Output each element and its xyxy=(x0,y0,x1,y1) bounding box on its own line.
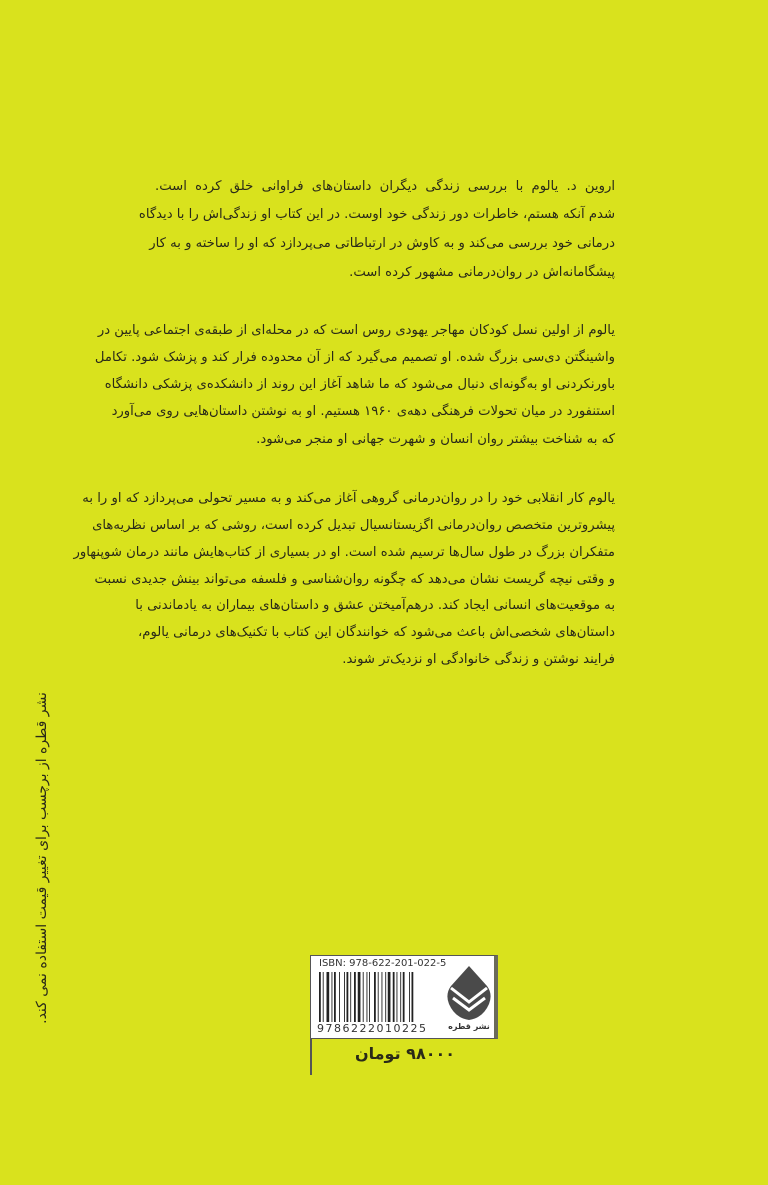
barcode-bar xyxy=(385,972,386,1022)
blurb-line: پیشروترین متخصص روان‌درمانی اگزیستانسیال تبدیل کرده است، روشی که بر اساس نظریه‌های xyxy=(92,518,615,533)
price: ۹۸۰۰۰ تومان xyxy=(354,1044,455,1063)
barcode-bar xyxy=(388,972,391,1022)
barcode-bar xyxy=(358,972,361,1022)
publisher-logo-icon xyxy=(445,964,493,1024)
publisher-logo-text: نشر قطره xyxy=(448,1022,490,1031)
barcode-bar xyxy=(319,972,321,1022)
barcode-bar xyxy=(367,972,368,1022)
blurb-line: متفکران بزرگ در طول سال‌ها ترسیم شده است. او در بسیاری از کتاب‌هایش مانند درمان شوپنهاور xyxy=(73,545,615,560)
barcode-bar xyxy=(412,972,414,1022)
barcode-bar xyxy=(400,972,401,1022)
blurb-line: و وقتی نیچه گریست نشان می‌دهد که چگونه روان‌شناسی و فلسفه می‌تواند بینش جدیدی نسبت xyxy=(94,572,615,587)
barcode-bar xyxy=(339,972,340,1022)
barcode-bar xyxy=(363,972,364,1022)
barcode-bar xyxy=(350,972,351,1022)
barcode-bar xyxy=(369,972,370,1022)
price-label-notice: نشر قطره از برچسب برای تغییر قیمت استفاده نمی کند. xyxy=(34,692,50,1024)
blurb-line: فرایند نوشتن و زندگی خانوادگی او نزدیک‌تر شوند. xyxy=(342,652,615,667)
barcode-bar xyxy=(344,972,345,1022)
blurb-line: واشینگتن دی‌سی بزرگ شده. او تصمیم می‌گیرد که از آن محدوده فرار کند و پزشک شود. تکامل xyxy=(94,350,615,365)
barcode-digits: 9786222010225 xyxy=(317,1022,428,1035)
barcode-bar xyxy=(334,972,336,1022)
price-divider xyxy=(310,1039,312,1075)
blurb-line: به موقعیت‌های انسانی ایجاد کند. درهم‌آمیختن عشق و داستان‌های بیماران به یادماندنی با xyxy=(135,598,615,613)
barcode-bar xyxy=(332,972,333,1022)
blurb-line: اروین د. یالوم با بررسی زندگی دیگران داستان‌های فراوانی خلق کرده است. xyxy=(155,179,615,194)
barcode-bar xyxy=(409,972,410,1022)
blurb-line: یالوم کار انقلابی خود را در روان‌درمانی گروهی آغاز می‌کند و به مسیر تحولی می‌پردازد که او را به xyxy=(82,491,615,506)
barcode-bar xyxy=(354,972,356,1022)
blurb-line: درمانی خود بررسی می‌کند و به کاوش در ارتباطاتی می‌پردازد که او را ساخته و به کار xyxy=(149,236,615,251)
blurb-line: که به شناخت بیشتر روان انسان و شهرت جهانی او منجر می‌شود. xyxy=(256,432,615,447)
blurb-line: استنفورد در میان تحولات فرهنگی دهه‌ی ۱۹۶۰ هستیم. او به نوشتن داستان‌هایی روی می‌آورد xyxy=(111,404,615,419)
blurb-line: پیشگامانه‌اش در روان‌درمانی مشهور کرده است. xyxy=(349,265,615,280)
barcode-bar xyxy=(347,972,349,1022)
barcode-bar xyxy=(382,972,383,1022)
isbn-label: ISBN: 978-622-201-022-5 xyxy=(319,958,447,969)
barcode-bar xyxy=(378,972,379,1022)
blurb-line: باورنکردنی او به‌گونه‌ای دنبال می‌شود که ما شاهد آغاز این روند از دانشکده‌ی پزشکی دانشگاه xyxy=(104,377,615,392)
barcode-bar xyxy=(403,972,405,1022)
barcode xyxy=(319,972,441,1022)
barcode-bar xyxy=(397,972,398,1022)
isbn-barcode-box xyxy=(310,955,498,1039)
barcode-bar xyxy=(393,972,395,1022)
blurb-line: یالوم از اولین نسل کودکان مهاجر یهودی روس است که در محله‌ای از طبقه‌ی اجتماعی پایین در xyxy=(97,323,615,338)
barcode-bar xyxy=(374,972,376,1022)
barcode-bar xyxy=(327,972,330,1022)
blurb-line: داستان‌های شخصی‌اش باعث می‌شود که خوانندگان این کتاب با تکنیک‌های درمانی یالوم، xyxy=(138,625,615,640)
barcode-bar xyxy=(323,972,324,1022)
blurb-line: شدم آنکه هستم، خاطرات دور زندگی خود اوست. در این کتاب او زندگی‌اش را با دیدگاه xyxy=(138,207,615,222)
